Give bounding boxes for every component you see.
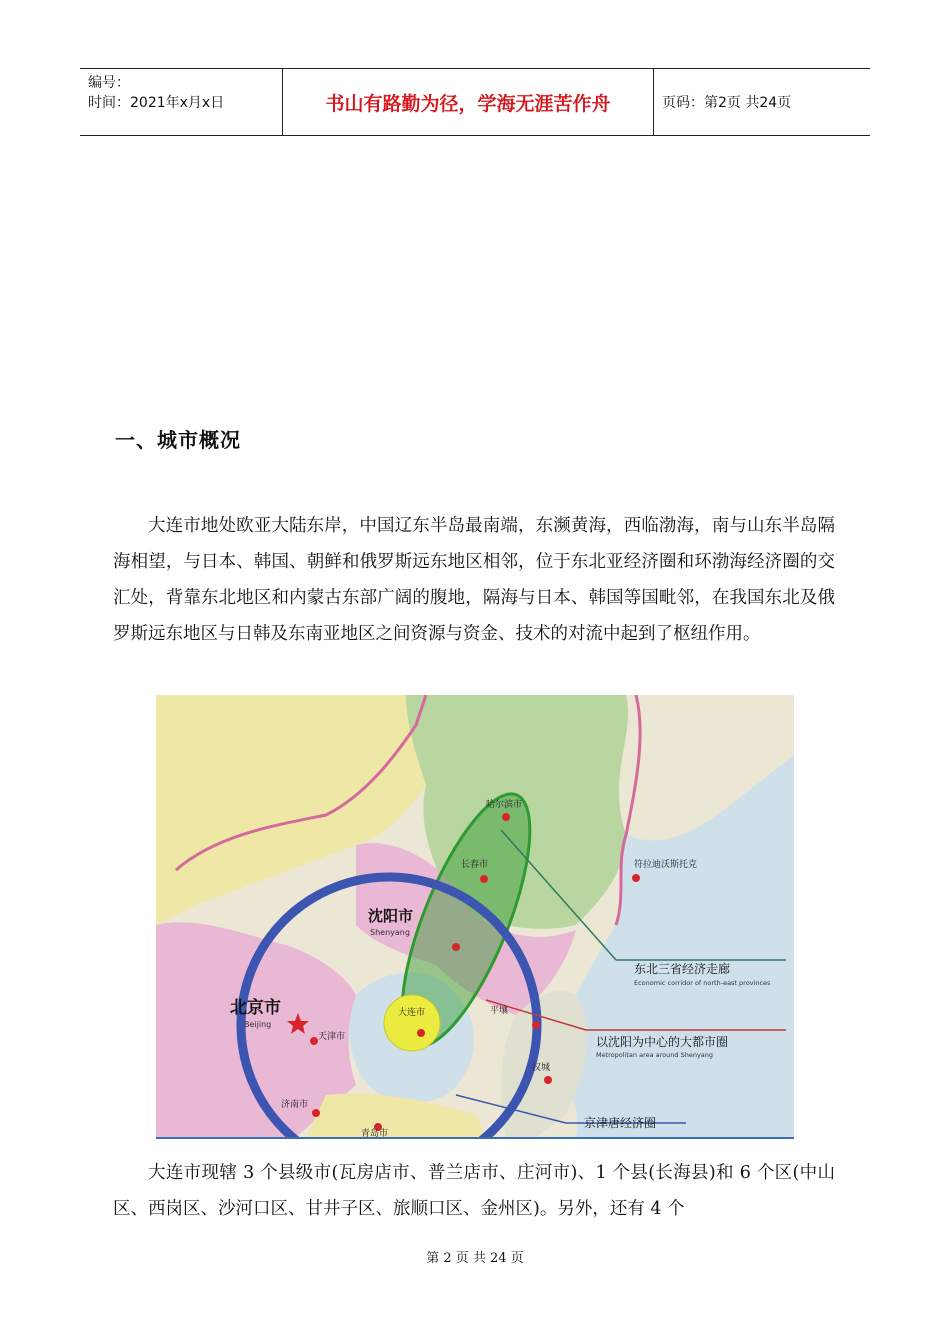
- dot-vladivostok: [632, 874, 640, 882]
- section-heading: 一、城市概况: [115, 428, 241, 452]
- header-meta: [80, 69, 282, 135]
- header-number: 编号：: [88, 75, 130, 91]
- label-beijing: 北京市: [230, 998, 281, 1018]
- label-vladivostok: 符拉迪沃斯托克: [634, 860, 698, 870]
- label-tianjin: 天津市: [318, 1032, 346, 1042]
- legend-jjt: 京津唐经济圈: [584, 1116, 657, 1130]
- dot-harbin: [502, 813, 510, 821]
- label-shenyang: 沈阳市: [368, 907, 414, 925]
- dot-seoul: [544, 1076, 552, 1084]
- header-time: 时间：2021年x月x日: [88, 95, 225, 111]
- dalian-circle: [384, 995, 440, 1051]
- label-seoul: 汉城: [532, 1063, 551, 1073]
- dot-dalian: [417, 1029, 425, 1037]
- label-beijing-en: Beijing: [244, 1020, 272, 1029]
- label-pyongyang: 平壤: [490, 1006, 509, 1016]
- legend-corridor: 东北三省经济走廊: [634, 962, 731, 976]
- page-footer: 第 2 页 共 24 页: [426, 1251, 524, 1266]
- header-motto: 书山有路勤为径，学海无涯苦作舟: [282, 69, 654, 135]
- legend-metro-en: Metropolitan area around Shenyang: [596, 1051, 714, 1059]
- dot-changchun: [480, 875, 488, 883]
- label-qingdao: 青岛市: [361, 1129, 389, 1137]
- legend-corridor-en: Economic corridor of north-east provinces: [634, 979, 771, 987]
- map-svg: [156, 695, 794, 1137]
- dot-shenyang: [452, 943, 460, 951]
- dot-tianjin: [310, 1037, 318, 1045]
- legend-metro: 以沈阳为中心的大都市圈: [596, 1035, 729, 1049]
- label-harbin: 哈尔滨市: [486, 800, 523, 810]
- header-page-info: 页码：第2页 共24页: [662, 95, 792, 111]
- paragraph-intro: 大连市地处欧亚大陆东岸，中国辽东半岛最南端，东濒黄海，西临渤海，南与山东半岛隔海相望，与日本、韩国、朝鲜和俄罗斯远东地区相邻，位于东北亚经济圈和环渤海经济圈的交汇处，背靠东北地区和内蒙古东部广阔的腹地，隔海与日本、韩国等国毗邻，在我国东北及俄罗斯远东地区与日韩及东南亚地区之间资源与资金、技术的对流中起到了枢纽作用。: [113, 516, 835, 644]
- label-changchun: 长春市: [461, 860, 489, 870]
- dot-jinan: [312, 1109, 320, 1117]
- label-shenyang-en: Shenyang: [370, 928, 410, 937]
- paragraph-admin: 大连市现辖 3 个县级市(瓦房店市、普兰店市、庄河市)、1 个县(长海县)和 6 个区(中山区、西岗区、沙河口区、甘井子区、旅顺口区、金州区)。另外，还有 4 个: [113, 1163, 835, 1219]
- page-header: [80, 68, 870, 136]
- label-jinan: 济南市: [281, 1100, 309, 1110]
- label-dalian: 大连市: [398, 1008, 426, 1018]
- regional-map: [156, 695, 794, 1139]
- dot-pyongyang: [532, 1021, 540, 1029]
